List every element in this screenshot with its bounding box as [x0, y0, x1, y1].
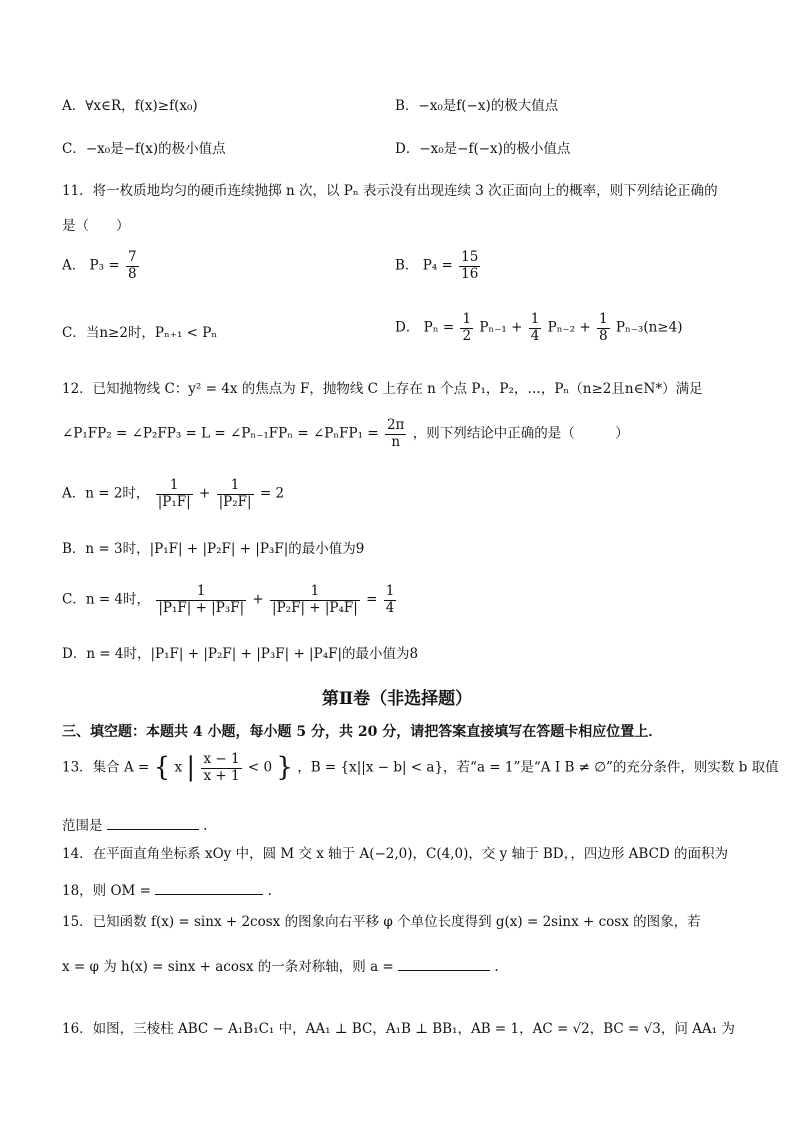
fraction [217, 478, 254, 510]
option-label: D． [395, 319, 420, 336]
numerator: 1 [598, 311, 608, 327]
text: x = φ 为 h(x) = sinx + acosx 的一条对称轴，则 a = [62, 959, 394, 975]
fraction-half [460, 312, 473, 344]
text: 范围是 [62, 818, 103, 834]
set-brace-close: } [276, 752, 293, 783]
numerator: 1 [385, 583, 395, 599]
fraction [126, 250, 139, 282]
numerator: 1 [217, 478, 254, 495]
option-label: A．n = 2时， [62, 485, 150, 502]
section3-heading: 三、填空题：本题共 4 小题，每小题 5 分，共 20 分，请把答案直接填写在答题卡相应位置上． [62, 724, 663, 740]
q12-option-b: B．n = 3时，|P₁F| + |P₂F| + |P₃F|的最小值为9 [62, 541, 365, 557]
period: . [494, 959, 499, 975]
fraction [156, 478, 193, 510]
math-rhs: = 2 [259, 485, 285, 502]
q13-line1 [62, 752, 779, 784]
q11-option-b [395, 250, 482, 282]
fraction [156, 584, 246, 616]
q11-option-a [62, 250, 141, 282]
denominator: |P₂F| + |P₄F| [272, 599, 358, 616]
numerator: 1 [530, 311, 540, 327]
text: 18，则 OM = [62, 883, 151, 899]
period: . [267, 883, 272, 899]
fraction [270, 584, 360, 616]
q12-stem-line2 [62, 418, 629, 450]
option-label: B． [395, 257, 419, 274]
plus-sign: + [199, 485, 211, 502]
angle-equation: ∠P₁FP₂ = ∠P₂FP₃ = L = ∠Pₙ₋₁FPₙ = ∠PₙFP₁ = [62, 425, 379, 442]
denominator: |P₁F| [157, 493, 191, 510]
q11-option-c: C．当n≥2时，Pₙ₊₁ < Pₙ [62, 325, 218, 341]
q10-option-d: D．−x₀是−f(−x)的极小值点 [395, 141, 571, 157]
q15-line1: 15．已知函数 f(x) = sinx + 2cosx 的图象向右平移 φ 个单位长度得到 g(x) = 2sinx + cosx 的图象，若 [62, 914, 701, 930]
math-lhs: Pₙ = [423, 319, 455, 336]
term: Pₙ₋₂ + [547, 319, 591, 336]
inequality: < 0 [247, 759, 273, 776]
numerator: 1 [156, 478, 193, 495]
denominator: |P₂F| [218, 493, 252, 510]
denominator: 4 [530, 327, 540, 344]
q12-option-d: D．n = 4时，|P₁F| + |P₂F| + |P₃F| + |P₄F|的最小值为8 [62, 646, 419, 662]
q10-option-c: C．−x₀是−f(x)的极小值点 [62, 141, 226, 157]
q14-line1: 14．在平面直角坐标系 xOy 中，圆 M 交 x 轴于 A(−2,0)，C(4,0)，交 y 轴于 BD，，四边形 ABCD 的面积为 [62, 846, 729, 862]
answer-blank[interactable] [155, 880, 263, 895]
numerator: 1 [270, 584, 360, 601]
numerator: 7 [127, 249, 137, 265]
numerator: x − 1 [203, 751, 240, 767]
set-var: x [174, 759, 183, 776]
answer-blank[interactable] [398, 956, 490, 971]
plus-sign: + [252, 591, 264, 608]
stem-question: ，则下列结论中正确的是（ ） [412, 425, 629, 442]
math-lhs: P₄ = [422, 257, 453, 274]
option-label: A． [62, 257, 86, 274]
denominator: 8 [127, 265, 137, 282]
q12-option-a [62, 478, 284, 510]
denominator: 4 [385, 599, 395, 616]
answer-blank[interactable] [107, 815, 199, 830]
equals-sign: = [366, 591, 378, 608]
q11-stem-line1: 11．将一枚质地均匀的硬币连续抛掷 n 次，以 Pₙ 表示没有出现连续 3 次正面向上的概率，则下列结论正确的 [62, 183, 718, 199]
denominator: |P₁F| + |P₃F| [158, 599, 245, 616]
fraction [385, 418, 406, 450]
denominator: n [391, 433, 401, 450]
denominator: 2 [462, 327, 472, 344]
q12-stem-line1: 12．已知抛物线 C：y² = 4x 的焦点为 F，抛物线 C 上存在 n 个点 P₁，P₂，…，Pₙ（n≥2且n∈N*）满足 [62, 381, 703, 397]
numerator: 15 [461, 249, 479, 265]
term: Pₙ₋₃(n≥4) [615, 319, 683, 336]
set-brace-open: { [153, 752, 171, 783]
denominator: x + 1 [203, 767, 240, 784]
fraction [201, 752, 241, 784]
fraction-quarter [529, 312, 542, 344]
numerator: 2π [386, 417, 405, 433]
q12-option-c [62, 584, 398, 616]
fraction [459, 250, 480, 282]
q16-line1: 16．如图，三棱柱 ABC − A₁B₁C₁ 中，AA₁ ⊥ BC，A₁B ⊥ BB₁，AB = 1，AC = √2，BC = √3，问 AA₁ 为 [62, 1021, 735, 1037]
fraction-eighth [597, 312, 610, 344]
term: Pₙ₋₁ + [479, 319, 523, 336]
q14-line2 [62, 880, 272, 899]
q13-rest: ，B = {x||x − b| < a}，若“a = 1”是“A I B ≠ ∅”的充分条件，则实数 b 取值 [297, 759, 779, 776]
q11-stem-line2: 是（ ） [62, 218, 130, 234]
part2-title: 第Ⅱ卷（非选择题） [321, 689, 473, 709]
period: . [203, 818, 208, 834]
math-lhs: P₃ = [89, 257, 120, 274]
fraction [384, 584, 397, 616]
denominator: 8 [598, 327, 608, 344]
q11-option-d [395, 312, 682, 344]
math-lhs: 13．集合 A = [62, 759, 150, 776]
numerator: 1 [462, 311, 472, 327]
q15-line2 [62, 956, 499, 975]
numerator: 1 [156, 584, 246, 601]
q10-option-a: A．∀x∈R，f(x)≥f(x₀) [62, 98, 198, 114]
q10-option-b: B．−x₀是f(−x)的极大值点 [395, 98, 559, 114]
denominator: 16 [461, 265, 479, 282]
bar: | [186, 752, 196, 783]
option-label: C．n = 4时， [62, 591, 151, 608]
q13-line2 [62, 815, 207, 834]
